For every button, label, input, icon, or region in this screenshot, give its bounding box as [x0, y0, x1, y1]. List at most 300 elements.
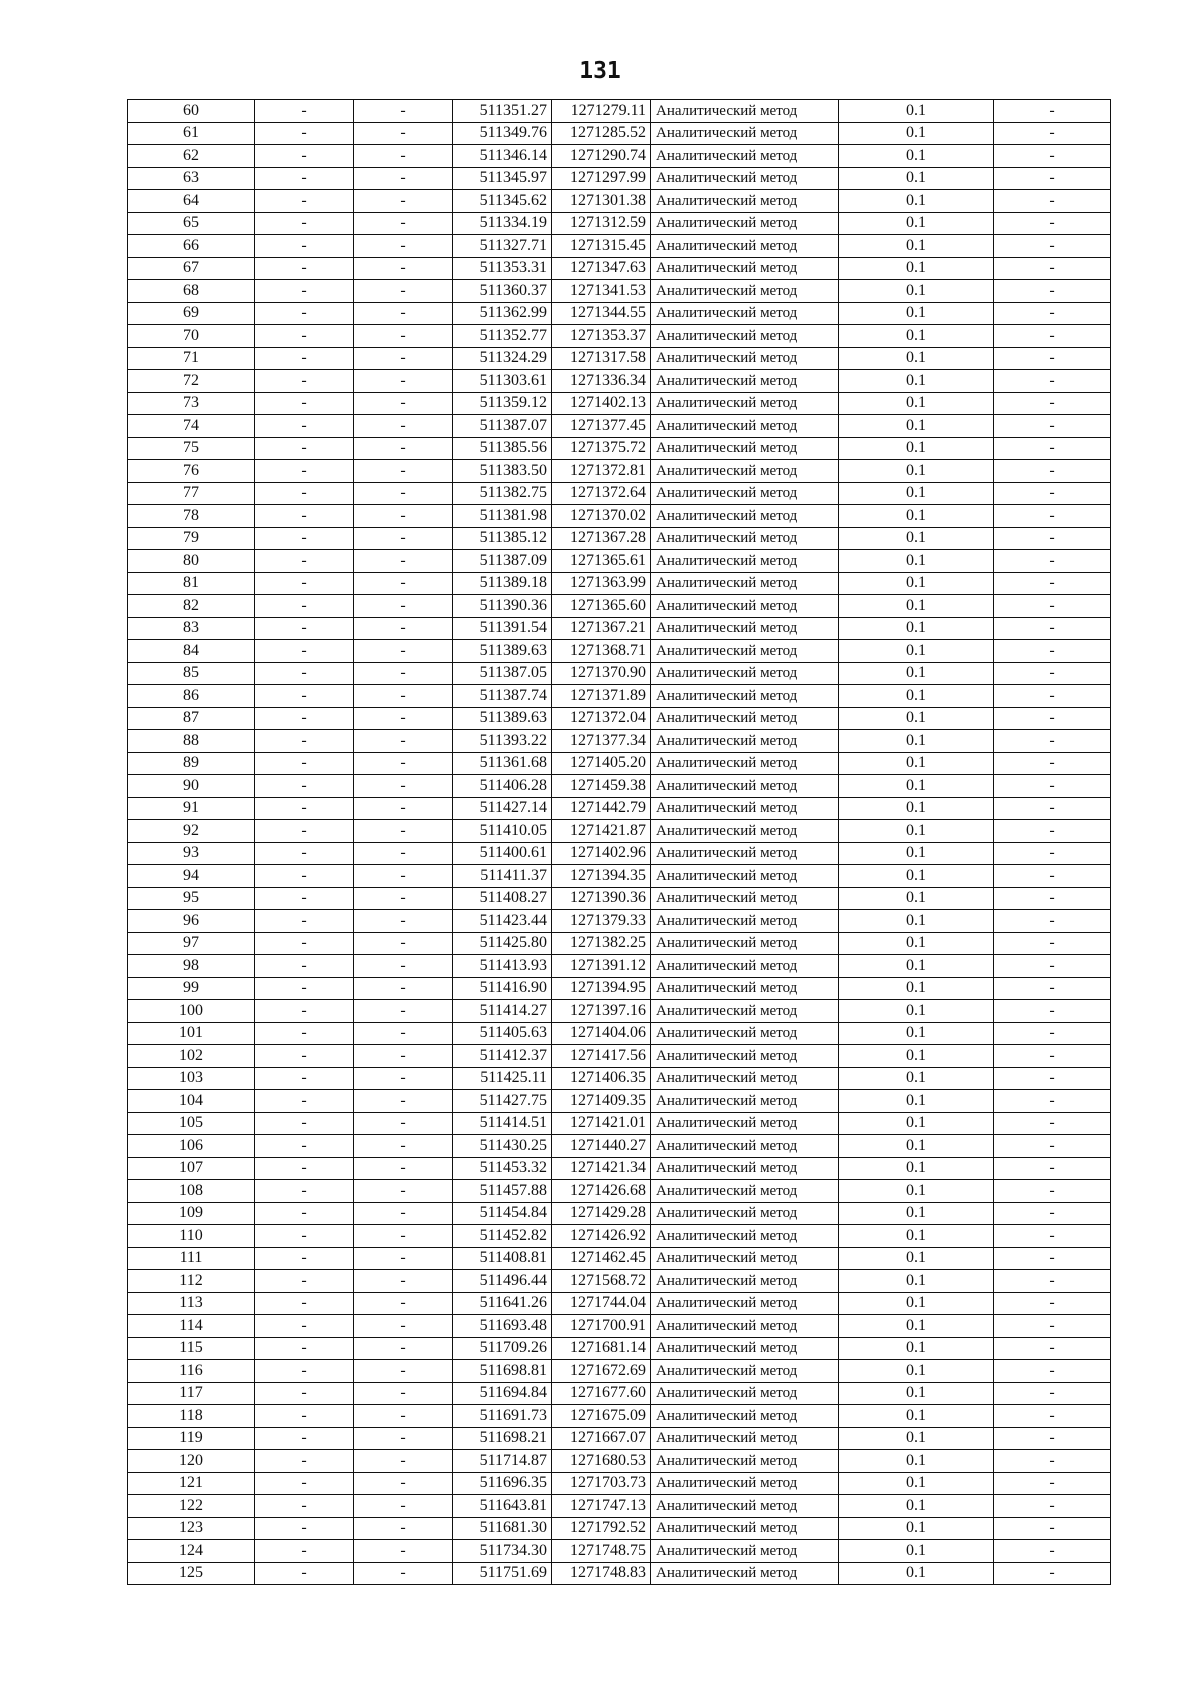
- accuracy-cell: 0.1: [839, 505, 994, 528]
- empty-col-b-cell: -: [354, 1405, 453, 1428]
- empty-col-b-cell: -: [354, 662, 453, 685]
- note-cell: -: [994, 1450, 1111, 1473]
- empty-col-b-cell: -: [354, 1450, 453, 1473]
- point-number-cell: 97: [128, 932, 255, 955]
- x-coordinate-cell: 511410.05: [453, 820, 552, 843]
- note-cell: -: [994, 887, 1111, 910]
- point-number-cell: 94: [128, 865, 255, 888]
- y-coordinate-cell: 1271336.34: [552, 370, 651, 393]
- note-cell: -: [994, 100, 1111, 123]
- x-coordinate-cell: 511382.75: [453, 482, 552, 505]
- empty-col-b-cell: -: [354, 235, 453, 258]
- table-row: [128, 1562, 1111, 1585]
- point-number-cell: 93: [128, 842, 255, 865]
- method-cell: Аналитический метод: [651, 1112, 839, 1135]
- coordinates-table: [127, 99, 1111, 1585]
- note-cell: -: [994, 505, 1111, 528]
- point-number-cell: 83: [128, 617, 255, 640]
- point-number-cell: 103: [128, 1067, 255, 1090]
- note-cell: -: [994, 1112, 1111, 1135]
- accuracy-cell: 0.1: [839, 1000, 994, 1023]
- x-coordinate-cell: 511362.99: [453, 302, 552, 325]
- method-cell: Аналитический метод: [651, 460, 839, 483]
- y-coordinate-cell: 1271421.34: [552, 1157, 651, 1180]
- note-cell: -: [994, 302, 1111, 325]
- x-coordinate-cell: 511643.81: [453, 1495, 552, 1518]
- accuracy-cell: 0.1: [839, 865, 994, 888]
- table-row: [128, 1495, 1111, 1518]
- accuracy-cell: 0.1: [839, 1562, 994, 1585]
- table-row: [128, 1022, 1111, 1045]
- table-row: [128, 707, 1111, 730]
- empty-col-b-cell: -: [354, 1045, 453, 1068]
- method-cell: Аналитический метод: [651, 707, 839, 730]
- note-cell: -: [994, 820, 1111, 843]
- y-coordinate-cell: 1271394.35: [552, 865, 651, 888]
- empty-col-a-cell: -: [255, 685, 354, 708]
- note-cell: -: [994, 347, 1111, 370]
- y-coordinate-cell: 1271792.52: [552, 1517, 651, 1540]
- x-coordinate-cell: 511751.69: [453, 1562, 552, 1585]
- note-cell: -: [994, 932, 1111, 955]
- point-number-cell: 77: [128, 482, 255, 505]
- method-cell: Аналитический метод: [651, 1090, 839, 1113]
- note-cell: -: [994, 842, 1111, 865]
- empty-col-a-cell: -: [255, 730, 354, 753]
- empty-col-a-cell: -: [255, 347, 354, 370]
- point-number-cell: 112: [128, 1270, 255, 1293]
- accuracy-cell: 0.1: [839, 1045, 994, 1068]
- point-number-cell: 64: [128, 190, 255, 213]
- note-cell: -: [994, 730, 1111, 753]
- table-row: [128, 977, 1111, 1000]
- table-row: [128, 1270, 1111, 1293]
- y-coordinate-cell: 1271744.04: [552, 1292, 651, 1315]
- empty-col-a-cell: -: [255, 640, 354, 663]
- empty-col-a-cell: -: [255, 302, 354, 325]
- accuracy-cell: 0.1: [839, 1270, 994, 1293]
- y-coordinate-cell: 1271367.21: [552, 617, 651, 640]
- y-coordinate-cell: 1271279.11: [552, 100, 651, 123]
- point-number-cell: 73: [128, 392, 255, 415]
- page-number: 131: [579, 58, 621, 84]
- accuracy-cell: 0.1: [839, 212, 994, 235]
- x-coordinate-cell: 511393.22: [453, 730, 552, 753]
- method-cell: Аналитический метод: [651, 100, 839, 123]
- x-coordinate-cell: 511496.44: [453, 1270, 552, 1293]
- note-cell: -: [994, 977, 1111, 1000]
- accuracy-cell: 0.1: [839, 527, 994, 550]
- empty-col-b-cell: -: [354, 1270, 453, 1293]
- method-cell: Аналитический метод: [651, 482, 839, 505]
- table-row: [128, 1202, 1111, 1225]
- y-coordinate-cell: 1271372.04: [552, 707, 651, 730]
- empty-col-b-cell: -: [354, 752, 453, 775]
- accuracy-cell: 0.1: [839, 415, 994, 438]
- accuracy-cell: 0.1: [839, 1112, 994, 1135]
- y-coordinate-cell: 1271462.45: [552, 1247, 651, 1270]
- accuracy-cell: 0.1: [839, 1337, 994, 1360]
- table-row: [128, 370, 1111, 393]
- note-cell: -: [994, 235, 1111, 258]
- empty-col-a-cell: -: [255, 1517, 354, 1540]
- point-number-cell: 111: [128, 1247, 255, 1270]
- accuracy-cell: 0.1: [839, 797, 994, 820]
- note-cell: -: [994, 1090, 1111, 1113]
- method-cell: Аналитический метод: [651, 1270, 839, 1293]
- x-coordinate-cell: 511452.82: [453, 1225, 552, 1248]
- empty-col-a-cell: -: [255, 482, 354, 505]
- point-number-cell: 80: [128, 550, 255, 573]
- x-coordinate-cell: 511425.11: [453, 1067, 552, 1090]
- method-cell: Аналитический метод: [651, 505, 839, 528]
- note-cell: -: [994, 257, 1111, 280]
- empty-col-b-cell: -: [354, 977, 453, 1000]
- empty-col-a-cell: -: [255, 280, 354, 303]
- y-coordinate-cell: 1271421.01: [552, 1112, 651, 1135]
- empty-col-a-cell: -: [255, 190, 354, 213]
- note-cell: -: [994, 1405, 1111, 1428]
- point-number-cell: 85: [128, 662, 255, 685]
- point-number-cell: 115: [128, 1337, 255, 1360]
- empty-col-a-cell: -: [255, 1427, 354, 1450]
- empty-col-b-cell: -: [354, 527, 453, 550]
- empty-col-b-cell: -: [354, 932, 453, 955]
- table-row: [128, 955, 1111, 978]
- method-cell: Аналитический метод: [651, 347, 839, 370]
- empty-col-a-cell: -: [255, 1157, 354, 1180]
- empty-col-a-cell: -: [255, 1315, 354, 1338]
- table-row: [128, 797, 1111, 820]
- method-cell: Аналитический метод: [651, 190, 839, 213]
- x-coordinate-cell: 511405.63: [453, 1022, 552, 1045]
- table-row: [128, 190, 1111, 213]
- empty-col-a-cell: -: [255, 662, 354, 685]
- table-row: [128, 1045, 1111, 1068]
- method-cell: Аналитический метод: [651, 437, 839, 460]
- empty-col-a-cell: -: [255, 955, 354, 978]
- table-row: [128, 1517, 1111, 1540]
- accuracy-cell: 0.1: [839, 482, 994, 505]
- accuracy-cell: 0.1: [839, 347, 994, 370]
- empty-col-a-cell: -: [255, 932, 354, 955]
- x-coordinate-cell: 511360.37: [453, 280, 552, 303]
- accuracy-cell: 0.1: [839, 1067, 994, 1090]
- accuracy-cell: 0.1: [839, 1247, 994, 1270]
- accuracy-cell: 0.1: [839, 595, 994, 618]
- note-cell: -: [994, 1495, 1111, 1518]
- empty-col-a-cell: -: [255, 505, 354, 528]
- note-cell: -: [994, 1000, 1111, 1023]
- point-number-cell: 87: [128, 707, 255, 730]
- empty-col-b-cell: -: [354, 482, 453, 505]
- empty-col-a-cell: -: [255, 1045, 354, 1068]
- method-cell: Аналитический метод: [651, 865, 839, 888]
- y-coordinate-cell: 1271703.73: [552, 1472, 651, 1495]
- x-coordinate-cell: 511324.29: [453, 347, 552, 370]
- note-cell: -: [994, 752, 1111, 775]
- point-number-cell: 88: [128, 730, 255, 753]
- y-coordinate-cell: 1271406.35: [552, 1067, 651, 1090]
- x-coordinate-cell: 511412.37: [453, 1045, 552, 1068]
- y-coordinate-cell: 1271371.89: [552, 685, 651, 708]
- y-coordinate-cell: 1271365.60: [552, 595, 651, 618]
- point-number-cell: 86: [128, 685, 255, 708]
- empty-col-b-cell: -: [354, 257, 453, 280]
- y-coordinate-cell: 1271680.53: [552, 1450, 651, 1473]
- x-coordinate-cell: 511345.62: [453, 190, 552, 213]
- x-coordinate-cell: 511400.61: [453, 842, 552, 865]
- note-cell: -: [994, 280, 1111, 303]
- accuracy-cell: 0.1: [839, 145, 994, 168]
- accuracy-cell: 0.1: [839, 685, 994, 708]
- accuracy-cell: 0.1: [839, 257, 994, 280]
- empty-col-b-cell: -: [354, 1562, 453, 1585]
- method-cell: Аналитический метод: [651, 797, 839, 820]
- empty-col-b-cell: -: [354, 1315, 453, 1338]
- table-row: [128, 482, 1111, 505]
- x-coordinate-cell: 511691.73: [453, 1405, 552, 1428]
- method-cell: Аналитический метод: [651, 550, 839, 573]
- empty-col-b-cell: -: [354, 640, 453, 663]
- empty-col-b-cell: -: [354, 955, 453, 978]
- accuracy-cell: 0.1: [839, 190, 994, 213]
- y-coordinate-cell: 1271748.83: [552, 1562, 651, 1585]
- x-coordinate-cell: 511387.09: [453, 550, 552, 573]
- x-coordinate-cell: 511352.77: [453, 325, 552, 348]
- method-cell: Аналитический метод: [651, 1427, 839, 1450]
- note-cell: -: [994, 1337, 1111, 1360]
- y-coordinate-cell: 1271290.74: [552, 145, 651, 168]
- table-row: [128, 820, 1111, 843]
- y-coordinate-cell: 1271747.13: [552, 1495, 651, 1518]
- x-coordinate-cell: 511389.63: [453, 640, 552, 663]
- table-row: [128, 865, 1111, 888]
- note-cell: -: [994, 145, 1111, 168]
- point-number-cell: 106: [128, 1135, 255, 1158]
- point-number-cell: 114: [128, 1315, 255, 1338]
- table-row: [128, 1540, 1111, 1563]
- accuracy-cell: 0.1: [839, 1225, 994, 1248]
- table-row: [128, 730, 1111, 753]
- y-coordinate-cell: 1271372.64: [552, 482, 651, 505]
- table-row: [128, 842, 1111, 865]
- empty-col-a-cell: -: [255, 842, 354, 865]
- accuracy-cell: 0.1: [839, 977, 994, 1000]
- empty-col-a-cell: -: [255, 100, 354, 123]
- y-coordinate-cell: 1271677.60: [552, 1382, 651, 1405]
- y-coordinate-cell: 1271391.12: [552, 955, 651, 978]
- note-cell: -: [994, 437, 1111, 460]
- x-coordinate-cell: 511414.51: [453, 1112, 552, 1135]
- accuracy-cell: 0.1: [839, 1135, 994, 1158]
- point-number-cell: 62: [128, 145, 255, 168]
- empty-col-b-cell: -: [354, 1517, 453, 1540]
- point-number-cell: 72: [128, 370, 255, 393]
- y-coordinate-cell: 1271372.81: [552, 460, 651, 483]
- method-cell: Аналитический метод: [651, 1517, 839, 1540]
- table-row: [128, 910, 1111, 933]
- note-cell: -: [994, 1045, 1111, 1068]
- point-number-cell: 96: [128, 910, 255, 933]
- empty-col-a-cell: -: [255, 1292, 354, 1315]
- point-number-cell: 89: [128, 752, 255, 775]
- note-cell: -: [994, 775, 1111, 798]
- accuracy-cell: 0.1: [839, 1315, 994, 1338]
- empty-col-b-cell: -: [354, 1495, 453, 1518]
- empty-col-b-cell: -: [354, 1202, 453, 1225]
- accuracy-cell: 0.1: [839, 887, 994, 910]
- method-cell: Аналитический метод: [651, 752, 839, 775]
- x-coordinate-cell: 511427.75: [453, 1090, 552, 1113]
- note-cell: -: [994, 955, 1111, 978]
- note-cell: -: [994, 1472, 1111, 1495]
- method-cell: Аналитический метод: [651, 392, 839, 415]
- empty-col-b-cell: -: [354, 145, 453, 168]
- y-coordinate-cell: 1271315.45: [552, 235, 651, 258]
- x-coordinate-cell: 511681.30: [453, 1517, 552, 1540]
- empty-col-b-cell: -: [354, 820, 453, 843]
- point-number-cell: 95: [128, 887, 255, 910]
- empty-col-a-cell: -: [255, 1247, 354, 1270]
- method-cell: Аналитический метод: [651, 527, 839, 550]
- point-number-cell: 101: [128, 1022, 255, 1045]
- accuracy-cell: 0.1: [839, 775, 994, 798]
- empty-col-b-cell: -: [354, 1157, 453, 1180]
- point-number-cell: 90: [128, 775, 255, 798]
- note-cell: -: [994, 167, 1111, 190]
- method-cell: Аналитический метод: [651, 1495, 839, 1518]
- table-row: [128, 1337, 1111, 1360]
- empty-col-b-cell: -: [354, 1225, 453, 1248]
- method-cell: Аналитический метод: [651, 257, 839, 280]
- y-coordinate-cell: 1271344.55: [552, 302, 651, 325]
- y-coordinate-cell: 1271459.38: [552, 775, 651, 798]
- point-number-cell: 118: [128, 1405, 255, 1428]
- point-number-cell: 98: [128, 955, 255, 978]
- empty-col-a-cell: -: [255, 167, 354, 190]
- table-row: [128, 347, 1111, 370]
- method-cell: Аналитический метод: [651, 145, 839, 168]
- point-number-cell: 125: [128, 1562, 255, 1585]
- method-cell: Аналитический метод: [651, 820, 839, 843]
- table-row: [128, 505, 1111, 528]
- point-number-cell: 60: [128, 100, 255, 123]
- note-cell: -: [994, 662, 1111, 685]
- y-coordinate-cell: 1271429.28: [552, 1202, 651, 1225]
- table-row: [128, 1315, 1111, 1338]
- method-cell: Аналитический метод: [651, 302, 839, 325]
- empty-col-b-cell: -: [354, 212, 453, 235]
- table-row: [128, 392, 1111, 415]
- empty-col-b-cell: -: [354, 685, 453, 708]
- x-coordinate-cell: 511361.68: [453, 752, 552, 775]
- method-cell: Аналитический метод: [651, 1225, 839, 1248]
- y-coordinate-cell: 1271370.02: [552, 505, 651, 528]
- table-row: [128, 1427, 1111, 1450]
- table-row: [128, 572, 1111, 595]
- note-cell: -: [994, 1427, 1111, 1450]
- point-number-cell: 63: [128, 167, 255, 190]
- accuracy-cell: 0.1: [839, 460, 994, 483]
- method-cell: Аналитический метод: [651, 1450, 839, 1473]
- empty-col-a-cell: -: [255, 1405, 354, 1428]
- point-number-cell: 116: [128, 1360, 255, 1383]
- method-cell: Аналитический метод: [651, 122, 839, 145]
- table-row: [128, 550, 1111, 573]
- x-coordinate-cell: 511385.56: [453, 437, 552, 460]
- x-coordinate-cell: 511453.32: [453, 1157, 552, 1180]
- x-coordinate-cell: 511334.19: [453, 212, 552, 235]
- empty-col-b-cell: -: [354, 887, 453, 910]
- point-number-cell: 124: [128, 1540, 255, 1563]
- point-number-cell: 70: [128, 325, 255, 348]
- x-coordinate-cell: 511387.05: [453, 662, 552, 685]
- x-coordinate-cell: 511391.54: [453, 617, 552, 640]
- empty-col-a-cell: -: [255, 257, 354, 280]
- accuracy-cell: 0.1: [839, 1517, 994, 1540]
- point-number-cell: 81: [128, 572, 255, 595]
- empty-col-a-cell: -: [255, 1450, 354, 1473]
- point-number-cell: 61: [128, 122, 255, 145]
- point-number-cell: 91: [128, 797, 255, 820]
- empty-col-a-cell: -: [255, 1090, 354, 1113]
- accuracy-cell: 0.1: [839, 1472, 994, 1495]
- empty-col-a-cell: -: [255, 797, 354, 820]
- y-coordinate-cell: 1271377.34: [552, 730, 651, 753]
- table-row: [128, 1292, 1111, 1315]
- accuracy-cell: 0.1: [839, 1180, 994, 1203]
- y-coordinate-cell: 1271748.75: [552, 1540, 651, 1563]
- note-cell: -: [994, 617, 1111, 640]
- empty-col-b-cell: -: [354, 392, 453, 415]
- empty-col-b-cell: -: [354, 595, 453, 618]
- table-row: [128, 1090, 1111, 1113]
- x-coordinate-cell: 511734.30: [453, 1540, 552, 1563]
- accuracy-cell: 0.1: [839, 392, 994, 415]
- x-coordinate-cell: 511427.14: [453, 797, 552, 820]
- note-cell: -: [994, 325, 1111, 348]
- table-row: [128, 167, 1111, 190]
- empty-col-a-cell: -: [255, 572, 354, 595]
- accuracy-cell: 0.1: [839, 1540, 994, 1563]
- method-cell: Аналитический метод: [651, 1022, 839, 1045]
- point-number-cell: 117: [128, 1382, 255, 1405]
- table-row: [128, 775, 1111, 798]
- note-cell: -: [994, 1360, 1111, 1383]
- method-cell: Аналитический метод: [651, 1247, 839, 1270]
- method-cell: Аналитический метод: [651, 1337, 839, 1360]
- empty-col-b-cell: -: [354, 1247, 453, 1270]
- note-cell: -: [994, 190, 1111, 213]
- method-cell: Аналитический метод: [651, 842, 839, 865]
- note-cell: -: [994, 415, 1111, 438]
- table-row: [128, 1112, 1111, 1135]
- accuracy-cell: 0.1: [839, 325, 994, 348]
- y-coordinate-cell: 1271440.27: [552, 1135, 651, 1158]
- note-cell: -: [994, 1157, 1111, 1180]
- method-cell: Аналитический метод: [651, 212, 839, 235]
- y-coordinate-cell: 1271405.20: [552, 752, 651, 775]
- table-row: [128, 752, 1111, 775]
- empty-col-b-cell: -: [354, 1022, 453, 1045]
- note-cell: -: [994, 1180, 1111, 1203]
- method-cell: Аналитический метод: [651, 1315, 839, 1338]
- empty-col-a-cell: -: [255, 460, 354, 483]
- empty-col-a-cell: -: [255, 910, 354, 933]
- table-row: [128, 1000, 1111, 1023]
- accuracy-cell: 0.1: [839, 1427, 994, 1450]
